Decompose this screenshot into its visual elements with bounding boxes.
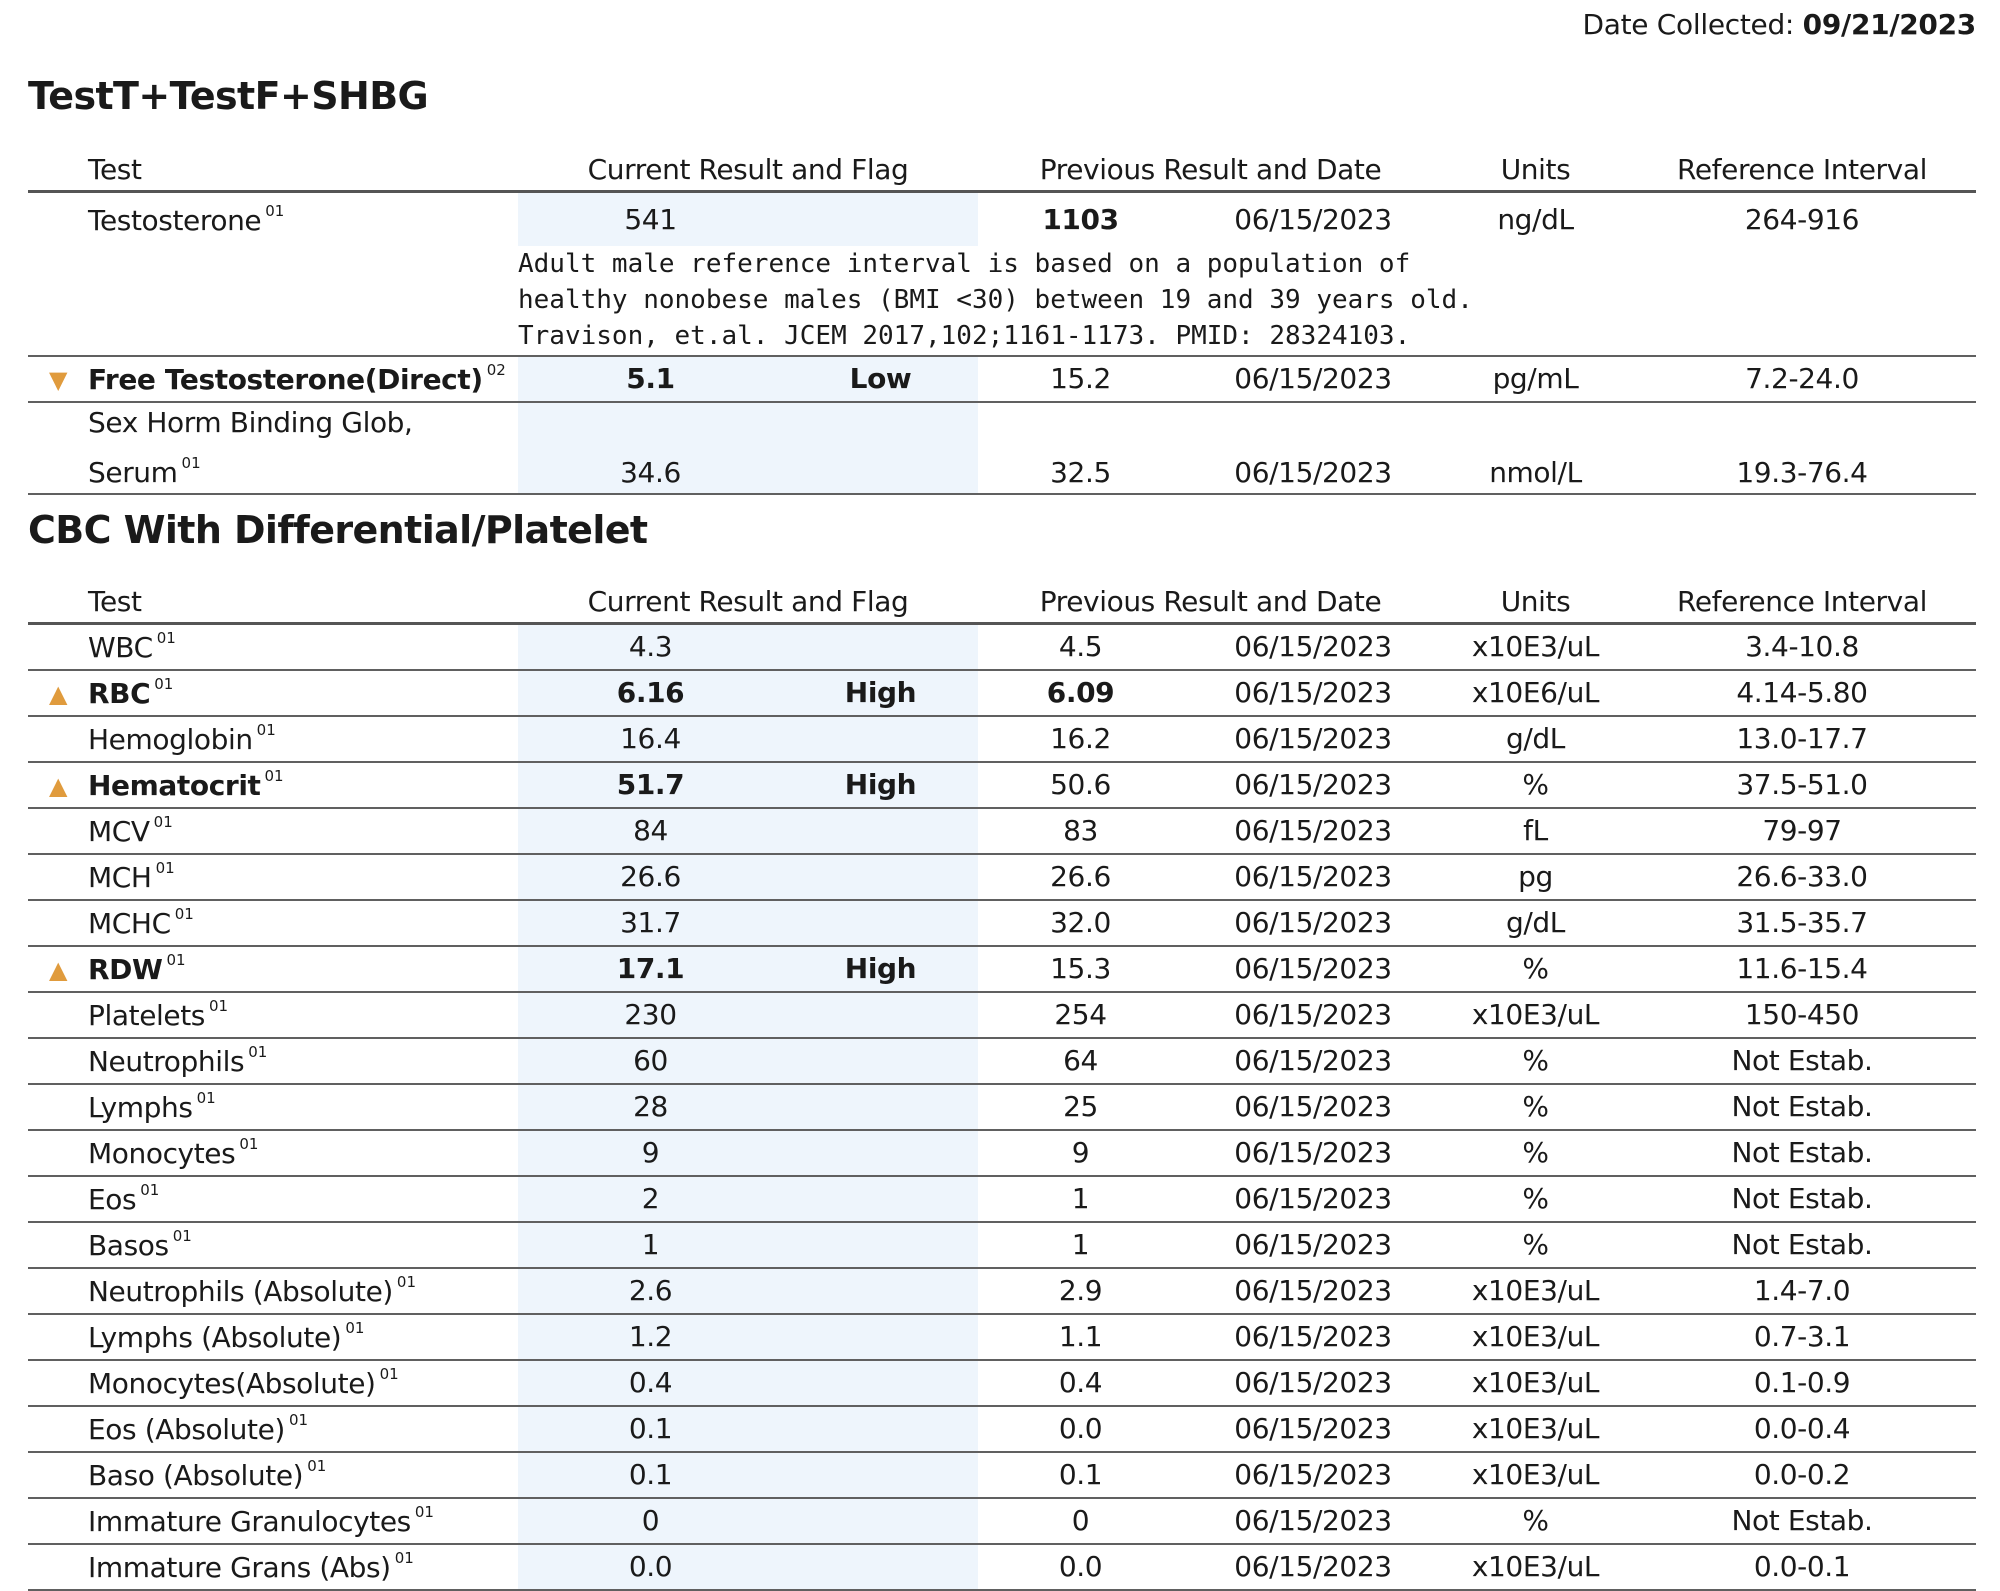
table-row	[28, 854, 1976, 900]
previous-result: 15.2	[978, 356, 1183, 402]
reference-interval: 0.0-0.1	[1628, 1544, 1976, 1590]
current-result: 0.1	[518, 1406, 783, 1452]
table-row	[28, 946, 1976, 992]
previous-result: 25	[978, 1084, 1183, 1130]
result-flag	[783, 1176, 978, 1222]
previous-date: 06/15/2023	[1183, 854, 1443, 900]
column-header-previous: Previous Result and Date	[978, 572, 1443, 624]
units: x10E3/uL	[1443, 1314, 1628, 1360]
previous-date: 06/15/2023	[1183, 1038, 1443, 1084]
current-result: 16.4	[518, 716, 783, 762]
results-table-cbc	[28, 572, 1976, 1591]
table-row	[28, 1544, 1976, 1590]
test-name: RBC $^{01}$	[88, 670, 518, 716]
previous-result: 0.0	[978, 1544, 1183, 1590]
units: pg/mL	[1443, 356, 1628, 402]
previous-date: 06/15/2023	[1183, 900, 1443, 946]
result-flag	[783, 1222, 978, 1268]
table-header-row	[28, 140, 1976, 192]
previous-result: 15.3	[978, 946, 1183, 992]
previous-date: 06/15/2023	[1183, 1360, 1443, 1406]
result-flag	[783, 1544, 978, 1590]
table-row	[28, 1222, 1976, 1268]
reference-interval: 11.6-15.4	[1628, 946, 1976, 992]
reference-interval: 31.5-35.7	[1628, 900, 1976, 946]
previous-result: 0.4	[978, 1360, 1183, 1406]
result-flag: High	[783, 670, 978, 716]
previous-result: 1	[978, 1222, 1183, 1268]
reference-interval: 264-916	[1744, 202, 1860, 236]
current-result: 541	[518, 192, 783, 246]
section-title: CBC With Differential/Platelet	[28, 508, 648, 552]
table-row	[28, 1176, 1976, 1222]
previous-date: 06/15/2023	[1183, 1314, 1443, 1360]
previous-result: 9	[978, 1130, 1183, 1176]
table-row	[28, 1084, 1976, 1130]
test-name: Eos $^{01}$	[88, 1176, 518, 1222]
reference-interval: 4.14-5.80	[1628, 670, 1976, 716]
table-row	[28, 1130, 1976, 1176]
triangle-up-icon: ▲	[28, 670, 88, 716]
result-flag	[783, 854, 978, 900]
result-flag	[783, 1268, 978, 1314]
table-header-row	[28, 572, 1976, 624]
reference-interval: 0.0-0.2	[1628, 1452, 1976, 1498]
units: g/dL	[1443, 716, 1628, 762]
previous-result: 4.5	[978, 624, 1183, 670]
units: x10E3/uL	[1443, 1360, 1628, 1406]
table-row	[28, 1360, 1976, 1406]
current-result: 0.4	[518, 1360, 783, 1406]
test-name: Neutrophils (Absolute) $^{01}$	[88, 1268, 518, 1314]
reference-interval: 26.6-33.0	[1628, 854, 1976, 900]
result-flag	[783, 1314, 978, 1360]
test-name: Sex Horm Binding Glob, Serum $^{01}$	[88, 402, 518, 494]
column-header-reference: Reference Interval	[1628, 140, 1976, 192]
previous-date: 06/15/2023	[1183, 1084, 1443, 1130]
previous-result: 0	[978, 1498, 1183, 1544]
result-flag	[783, 192, 978, 246]
units: x10E3/uL	[1443, 1452, 1628, 1498]
result-note-row	[28, 246, 1976, 356]
result-flag	[783, 1452, 978, 1498]
reference-interval: Not Estab.	[1628, 1038, 1976, 1084]
previous-date: 06/15/2023	[1183, 624, 1443, 670]
result-flag: Low	[783, 356, 978, 402]
previous-date: 06/15/2023	[1183, 1544, 1443, 1590]
date-collected-label: Date Collected:	[1582, 8, 1795, 41]
result-flag	[783, 1498, 978, 1544]
result-flag	[783, 808, 978, 854]
table-row	[28, 716, 1976, 762]
units: %	[1443, 1498, 1628, 1544]
previous-result: 2.9	[978, 1268, 1183, 1314]
reference-interval: 19.3-76.4	[1628, 402, 1976, 494]
previous-result: 50.6	[978, 762, 1183, 808]
result-flag	[783, 624, 978, 670]
result-flag	[783, 1406, 978, 1452]
previous-date: 06/15/2023	[1183, 356, 1443, 402]
table-row	[28, 1038, 1976, 1084]
previous-date: 06/15/2023	[1183, 1406, 1443, 1452]
previous-date: 06/15/2023	[1183, 1268, 1443, 1314]
test-name: Monocytes(Absolute) $^{01}$	[88, 1360, 518, 1406]
test-name: Neutrophils $^{01}$	[88, 1038, 518, 1084]
previous-date: 06/15/2023	[1183, 762, 1443, 808]
reference-interval: 1.4-7.0	[1628, 1268, 1976, 1314]
current-result: 0.0	[518, 1544, 783, 1590]
column-header-units: Units	[1443, 572, 1628, 624]
units: pg	[1443, 854, 1628, 900]
reference-interval: Not Estab.	[1628, 1130, 1976, 1176]
reference-interval: 7.2-24.0	[1628, 356, 1976, 402]
previous-date: 06/15/2023	[1183, 1452, 1443, 1498]
previous-date: 06/15/2023	[1183, 670, 1443, 716]
reference-interval: Not Estab.	[1628, 1222, 1976, 1268]
triangle-down-icon: ▼	[28, 356, 88, 402]
test-name: Basos $^{01}$	[88, 1222, 518, 1268]
test-name: Monocytes $^{01}$	[88, 1130, 518, 1176]
reference-interval: Not Estab.	[1628, 1176, 1976, 1222]
units: nmol/L	[1443, 402, 1628, 494]
previous-date: 06/15/2023	[1183, 402, 1443, 494]
reference-interval: 0.0-0.4	[1628, 1406, 1976, 1452]
units: x10E3/uL	[1443, 1406, 1628, 1452]
current-result: 1.2	[518, 1314, 783, 1360]
test-name: WBC $^{01}$	[88, 624, 518, 670]
previous-date: 06/15/2023	[1183, 1222, 1443, 1268]
previous-date: 06/15/2023	[1183, 808, 1443, 854]
table-row	[28, 356, 1976, 402]
test-name: MCH $^{01}$	[88, 854, 518, 900]
units: %	[1443, 1038, 1628, 1084]
units: x10E3/uL	[1443, 992, 1628, 1038]
current-result: 60	[518, 1038, 783, 1084]
reference-interval: 13.0-17.7	[1628, 716, 1976, 762]
results-table-testosterone	[28, 140, 1976, 495]
current-result: 9	[518, 1130, 783, 1176]
current-result: 0	[518, 1498, 783, 1544]
reference-interval: Not Estab.	[1628, 1084, 1976, 1130]
result-flag	[783, 1038, 978, 1084]
current-result: 2.6	[518, 1268, 783, 1314]
current-result: 1	[518, 1222, 783, 1268]
current-result: 5.1	[518, 356, 783, 402]
reference-interval: 37.5-51.0	[1628, 762, 1976, 808]
result-flag	[783, 402, 978, 494]
previous-date: 06/15/2023	[1183, 946, 1443, 992]
test-name: Eos (Absolute) $^{01}$	[88, 1406, 518, 1452]
current-result: 230	[518, 992, 783, 1038]
previous-date: 06/15/2023	[1183, 1498, 1443, 1544]
result-flag: High	[783, 762, 978, 808]
table-row	[28, 762, 1976, 808]
units: x10E3/uL	[1443, 1268, 1628, 1314]
units: x10E6/uL	[1443, 670, 1628, 716]
table-row	[28, 992, 1976, 1038]
column-header-previous: Previous Result and Date	[978, 140, 1443, 192]
previous-result: 16.2	[978, 716, 1183, 762]
test-name: Testosterone $^{01}$	[88, 201, 285, 237]
current-result: 26.6	[518, 854, 783, 900]
table-row	[28, 900, 1976, 946]
table-row	[28, 402, 1976, 494]
previous-result: 0.0	[978, 1406, 1183, 1452]
current-result: 34.6	[518, 402, 783, 494]
previous-result: 1103	[1042, 202, 1119, 236]
previous-result: 32.5	[978, 402, 1183, 494]
previous-result: 6.09	[978, 670, 1183, 716]
units: g/dL	[1443, 900, 1628, 946]
reference-interval: 0.7-3.1	[1628, 1314, 1976, 1360]
previous-result: 64	[978, 1038, 1183, 1084]
column-header-units: Units	[1443, 140, 1628, 192]
previous-result: 83	[978, 808, 1183, 854]
test-name: Lymphs (Absolute) $^{01}$	[88, 1314, 518, 1360]
previous-result: 1	[978, 1176, 1183, 1222]
table-row	[28, 1498, 1976, 1544]
current-result: 28	[518, 1084, 783, 1130]
test-name: Free Testosterone(Direct) $^{02}$	[88, 356, 518, 402]
column-header-test: Test	[88, 140, 518, 192]
previous-date: 06/15/2023	[1234, 202, 1392, 236]
result-flag	[783, 1084, 978, 1130]
table-row	[28, 1452, 1976, 1498]
table-row	[28, 1406, 1976, 1452]
units: %	[1443, 946, 1628, 992]
current-result: 2	[518, 1176, 783, 1222]
units: x10E3/uL	[1443, 1544, 1628, 1590]
units: %	[1443, 1084, 1628, 1130]
units: %	[1443, 1130, 1628, 1176]
column-header-test: Test	[88, 572, 518, 624]
table-row	[28, 1314, 1976, 1360]
test-name: Hematocrit $^{01}$	[88, 762, 518, 808]
test-name: Platelets $^{01}$	[88, 992, 518, 1038]
reference-interval: 150-450	[1628, 992, 1976, 1038]
units: %	[1443, 1222, 1628, 1268]
result-flag	[783, 992, 978, 1038]
units: ng/dL	[1497, 202, 1574, 236]
result-flag	[783, 900, 978, 946]
reference-interval: 0.1-0.9	[1628, 1360, 1976, 1406]
result-flag	[783, 1360, 978, 1406]
result-flag: High	[783, 946, 978, 992]
result-note: Adult male reference interval is based on a population of healthy nonobese males (BMI <30) between 19 and 39 years old. Travison, et.al. JCEM 2017,102;1161-1173. PMID: 28324103.	[518, 246, 1976, 356]
test-name: MCHC $^{01}$	[88, 900, 518, 946]
test-name: Immature Granulocytes $^{01}$	[88, 1498, 518, 1544]
date-collected-value: 09/21/2023	[1802, 8, 1976, 41]
table-row	[28, 1268, 1976, 1314]
units: x10E3/uL	[1443, 624, 1628, 670]
table-row	[28, 192, 1976, 246]
reference-interval: 3.4-10.8	[1628, 624, 1976, 670]
units: %	[1443, 762, 1628, 808]
triangle-up-icon: ▲	[28, 946, 88, 992]
previous-result: 254	[978, 992, 1183, 1038]
triangle-up-icon: ▲	[28, 762, 88, 808]
reference-interval: Not Estab.	[1628, 1498, 1976, 1544]
previous-date: 06/15/2023	[1183, 1130, 1443, 1176]
units: %	[1443, 1176, 1628, 1222]
previous-date: 06/15/2023	[1183, 992, 1443, 1038]
test-name: MCV $^{01}$	[88, 808, 518, 854]
previous-result: 26.6	[978, 854, 1183, 900]
units: fL	[1443, 808, 1628, 854]
test-name: Immature Grans (Abs) $^{01}$	[88, 1544, 518, 1590]
previous-result: 1.1	[978, 1314, 1183, 1360]
previous-date: 06/15/2023	[1183, 716, 1443, 762]
test-name: Hemoglobin $^{01}$	[88, 716, 518, 762]
current-result: 17.1	[518, 946, 783, 992]
previous-result: 32.0	[978, 900, 1183, 946]
current-result: 31.7	[518, 900, 783, 946]
cbc-table-body	[28, 624, 1976, 1590]
table-row	[28, 808, 1976, 854]
result-flag	[783, 1130, 978, 1176]
table-row	[28, 670, 1976, 716]
date-collected	[1582, 8, 1976, 41]
column-header-reference: Reference Interval	[1628, 572, 1976, 624]
previous-date: 06/15/2023	[1183, 1176, 1443, 1222]
table-row	[28, 624, 1976, 670]
current-result: 51.7	[518, 762, 783, 808]
result-flag	[783, 716, 978, 762]
test-name: RDW $^{01}$	[88, 946, 518, 992]
section-title: TestT+TestF+SHBG	[28, 74, 429, 118]
test-name: Baso (Absolute) $^{01}$	[88, 1452, 518, 1498]
column-header-current: Current Result and Flag	[518, 140, 978, 192]
current-result: 4.3	[518, 624, 783, 670]
column-header-current: Current Result and Flag	[518, 572, 978, 624]
current-result: 6.16	[518, 670, 783, 716]
test-name: Lymphs $^{01}$	[88, 1084, 518, 1130]
previous-result: 0.1	[978, 1452, 1183, 1498]
reference-interval: 79-97	[1628, 808, 1976, 854]
current-result: 84	[518, 808, 783, 854]
current-result: 0.1	[518, 1452, 783, 1498]
